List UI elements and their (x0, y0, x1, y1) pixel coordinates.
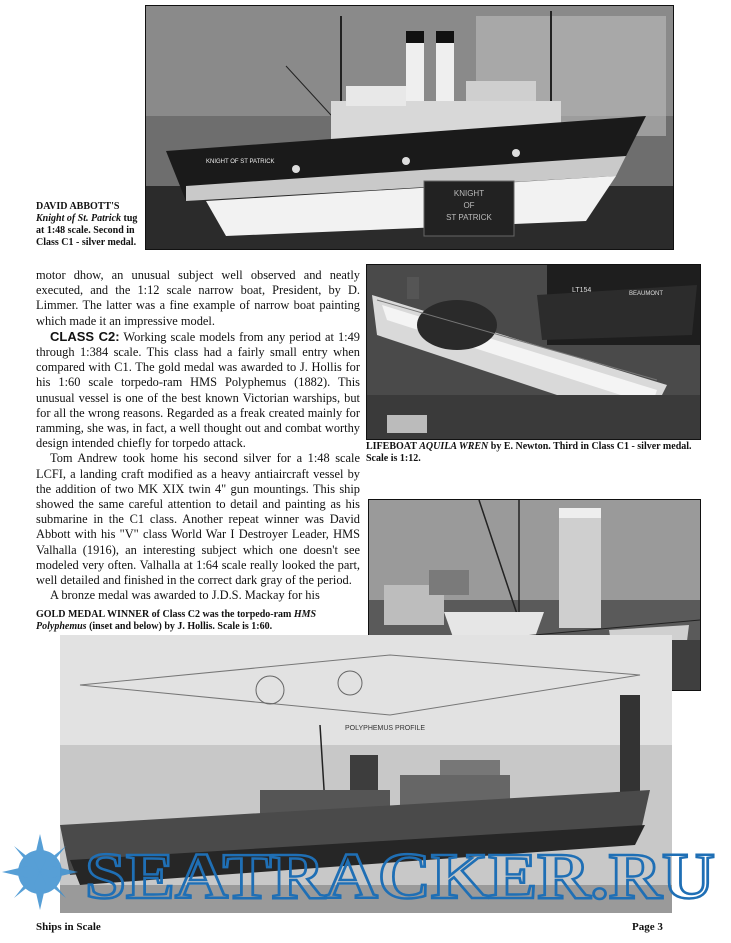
photo-knight-of-st-patrick (145, 5, 674, 250)
hull-nameplate: KNIGHT OF ST PATRICK (206, 159, 275, 165)
plaque-line-2: OF (463, 201, 475, 210)
footer-publication: Ships in Scale (36, 921, 101, 933)
plaque-line-3: ST PATRICK (446, 213, 492, 222)
caption-polyphemus (36, 609, 358, 633)
footer-page-number: Page 3 (632, 921, 663, 933)
caption-knight-name: DAVID ABBOTT'S (36, 201, 120, 212)
article-paragraph-2-text: Working scale models from any period at 1:49 through 1:384 scale. This class had a fairly small entry when compared with C1. The gold medal was awarded to J. Hollis for his 1:60 scale torpedo-ram HMS Polyphemus (1882). This unusual vessel is one of the best known Victorian warships, but for all the wrong reasons. Regarded as a freak created mainly for ramming, she was, in fact, a well thought out and combat worthy design intended chiefly for torpedo attack. (36, 329, 360, 451)
caption-polyphemus-rest: (inset and below) by J. Hollis. Scale is 1:60. (89, 621, 273, 632)
caption-knight (36, 201, 144, 249)
watermark-logo (0, 832, 731, 912)
article-body (36, 268, 360, 603)
lifeboat-number: LT154 (572, 287, 592, 294)
caption-polyphemus-title: HMS Polyphemus (36, 609, 317, 632)
article-paragraph-3: Tom Andrew took home his second silver for a 1:48 scale LCFI, a landing craft modified as a heavy antiaircraft vessel by the addition of two MK XIX twin 4" gun mountings. This ship showed the same careful attention to detail and painting as his submarine in the C1 class. Another repeat winner was David Abbott with his "V" class World War I Destroyer Leader, HMS Valhalla (1916), an interesting subject which one doesn't see modeled very often. Valhalla at 1:64 scale really looked the part, well detailed and finished in the correct dark gray of the period. (36, 451, 360, 588)
caption-lifeboat-prefix: LIFEBOAT (366, 441, 417, 452)
class-c2-heading: CLASS C2: (50, 328, 120, 344)
caption-knight-title: Knight of St. Patrick (36, 213, 122, 224)
article-paragraph-4: A bronze medal was awarded to J.D.S. Mackay for his (50, 588, 320, 603)
caption-polyphemus-prefix: GOLD MEDAL WINNER of Class C2 was the torpedo-ram (36, 609, 292, 620)
caption-knight-rest: tug at 1:48 scale. Second in Class C1 - silver medal. (36, 213, 138, 248)
caption-lifeboat-title: AQUILA WREN (419, 441, 489, 452)
article-paragraph-1: motor dhow, an unusual subject well observed and neatly executed, and the 1:12 scale narrow boat, President, by D. Limmer. The latter was a fine example of narrow boat painting which made it an impressive model. (36, 268, 360, 328)
lifeboat-name: BEAUMONT (629, 291, 664, 297)
watermark-text: SEATRACKER.RU (85, 840, 715, 912)
article-paragraph-2 (36, 329, 360, 452)
photo-lifeboat-aquila-wren (366, 264, 701, 440)
caption-lifeboat-rest: by E. Newton. Third in Class C1 - silver medal. Scale is 1:12. (366, 441, 692, 464)
caption-lifeboat (366, 441, 699, 465)
plaque-line-1: KNIGHT (453, 189, 485, 198)
plan-label: POLYPHEMUS PROFILE (345, 725, 426, 732)
